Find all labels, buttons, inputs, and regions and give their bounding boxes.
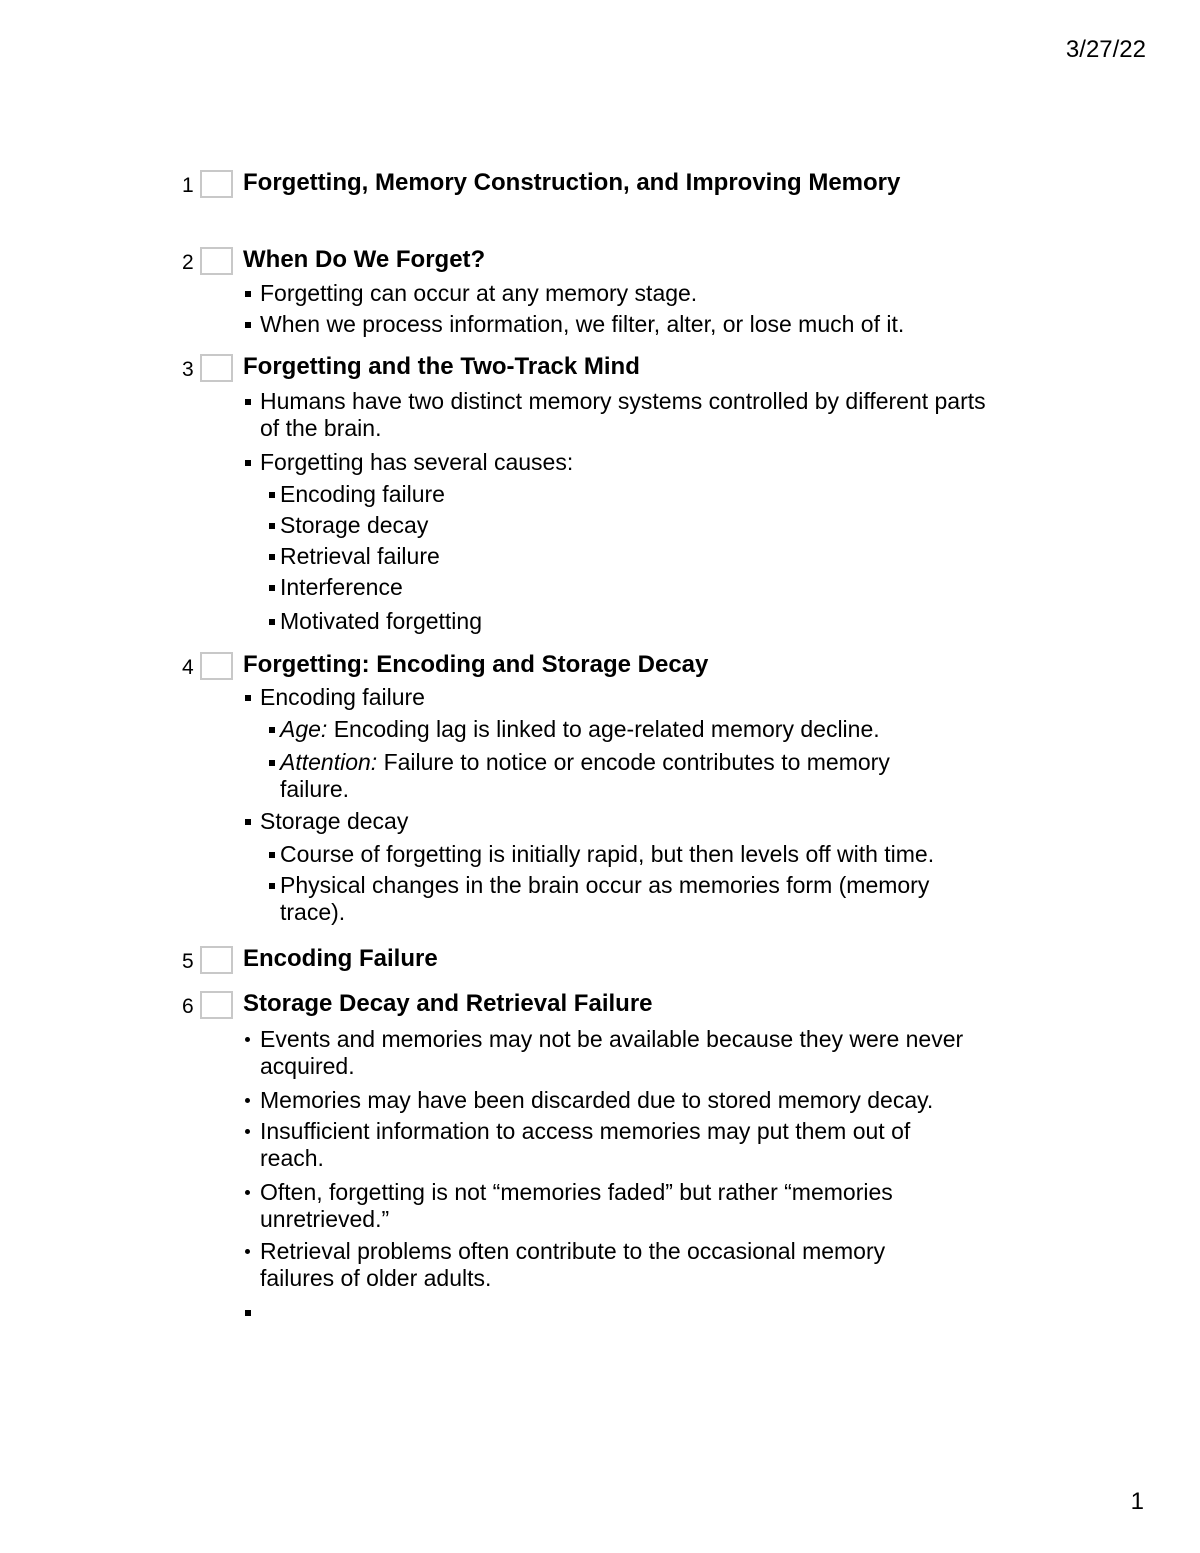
sub-bullet-item: Age: Encoding lag is linked to age-related memory decline.: [280, 716, 880, 742]
bullet-item: Forgetting has several causes:: [260, 449, 574, 475]
slide-title: When Do We Forget?: [243, 246, 486, 273]
sub-bullet-item: Physical changes in the brain occur as memories form (memory trace).: [280, 872, 930, 925]
sub-bullet-item: Course of forgetting is initially rapid, but then levels off with time.: [280, 841, 935, 867]
slide-title: Forgetting: Encoding and Storage Decay: [243, 651, 709, 678]
slide-thumbnail[interactable]: [200, 652, 233, 680]
slide-thumbnail[interactable]: [200, 946, 233, 974]
slide-title: Storage Decay and Retrieval Failure: [243, 990, 653, 1017]
bullet-item: Insufficient information to access memories may put them out of reach.: [260, 1118, 911, 1171]
sub-bullet-item: Attention: Failure to notice or encode contributes to memory failure.: [280, 749, 890, 802]
slide-title: Forgetting and the Two-Track Mind: [243, 353, 640, 380]
slide-number: 2: [182, 251, 194, 274]
slide-header: [0, 352, 1200, 386]
sub-bullet-item: Encoding failure: [280, 481, 445, 507]
bullet-item: Retrieval problems often contribute to the occasional memory failures of older adults.: [260, 1238, 886, 1291]
bullet-item: Memories may have been discarded due to stored memory decay.: [260, 1087, 934, 1113]
slide-number: 1: [182, 174, 194, 197]
slide-header: [0, 944, 1200, 978]
slide-number: 3: [182, 358, 194, 381]
slide-header: [0, 650, 1200, 684]
slide-title: Encoding Failure: [243, 945, 438, 972]
slide-header: [0, 989, 1200, 1023]
bullet-item: Often, forgetting is not “memories faded” but rather “memories unretrieved.”: [260, 1179, 893, 1232]
bullet-item: Events and memories may not be available because they were never acquired.: [260, 1026, 964, 1079]
slide-number: 5: [182, 950, 194, 973]
sub-bullet-item: Interference: [280, 574, 403, 600]
sub-bullet-item: Storage decay: [280, 512, 429, 538]
header-date: 3/27/22: [1065, 36, 1146, 63]
slide-thumbnail[interactable]: [200, 354, 233, 382]
slide-header: [0, 245, 1200, 279]
bullet-item: When we process information, we filter, alter, or lose much of it.: [260, 311, 905, 337]
slide-title: Forgetting, Memory Construction, and Improving Memory: [243, 169, 901, 196]
slide-number: 6: [182, 995, 194, 1018]
bullet-item: Encoding failure: [260, 684, 425, 710]
bullet-item: Humans have two distinct memory systems controlled by different parts of the brain.: [260, 388, 986, 441]
page-number: 1: [1130, 1488, 1144, 1515]
slide-header: [0, 168, 1200, 202]
sub-bullet-item: Retrieval failure: [280, 543, 440, 569]
sub-bullet-item: Motivated forgetting: [280, 608, 483, 634]
slide-number: 4: [182, 656, 194, 679]
slide-thumbnail[interactable]: [200, 991, 233, 1019]
bullet-item: Storage decay: [260, 808, 409, 834]
bullet-item: Forgetting can occur at any memory stage.: [260, 280, 698, 306]
slide-thumbnail[interactable]: [200, 170, 233, 198]
slide-thumbnail[interactable]: [200, 247, 233, 275]
